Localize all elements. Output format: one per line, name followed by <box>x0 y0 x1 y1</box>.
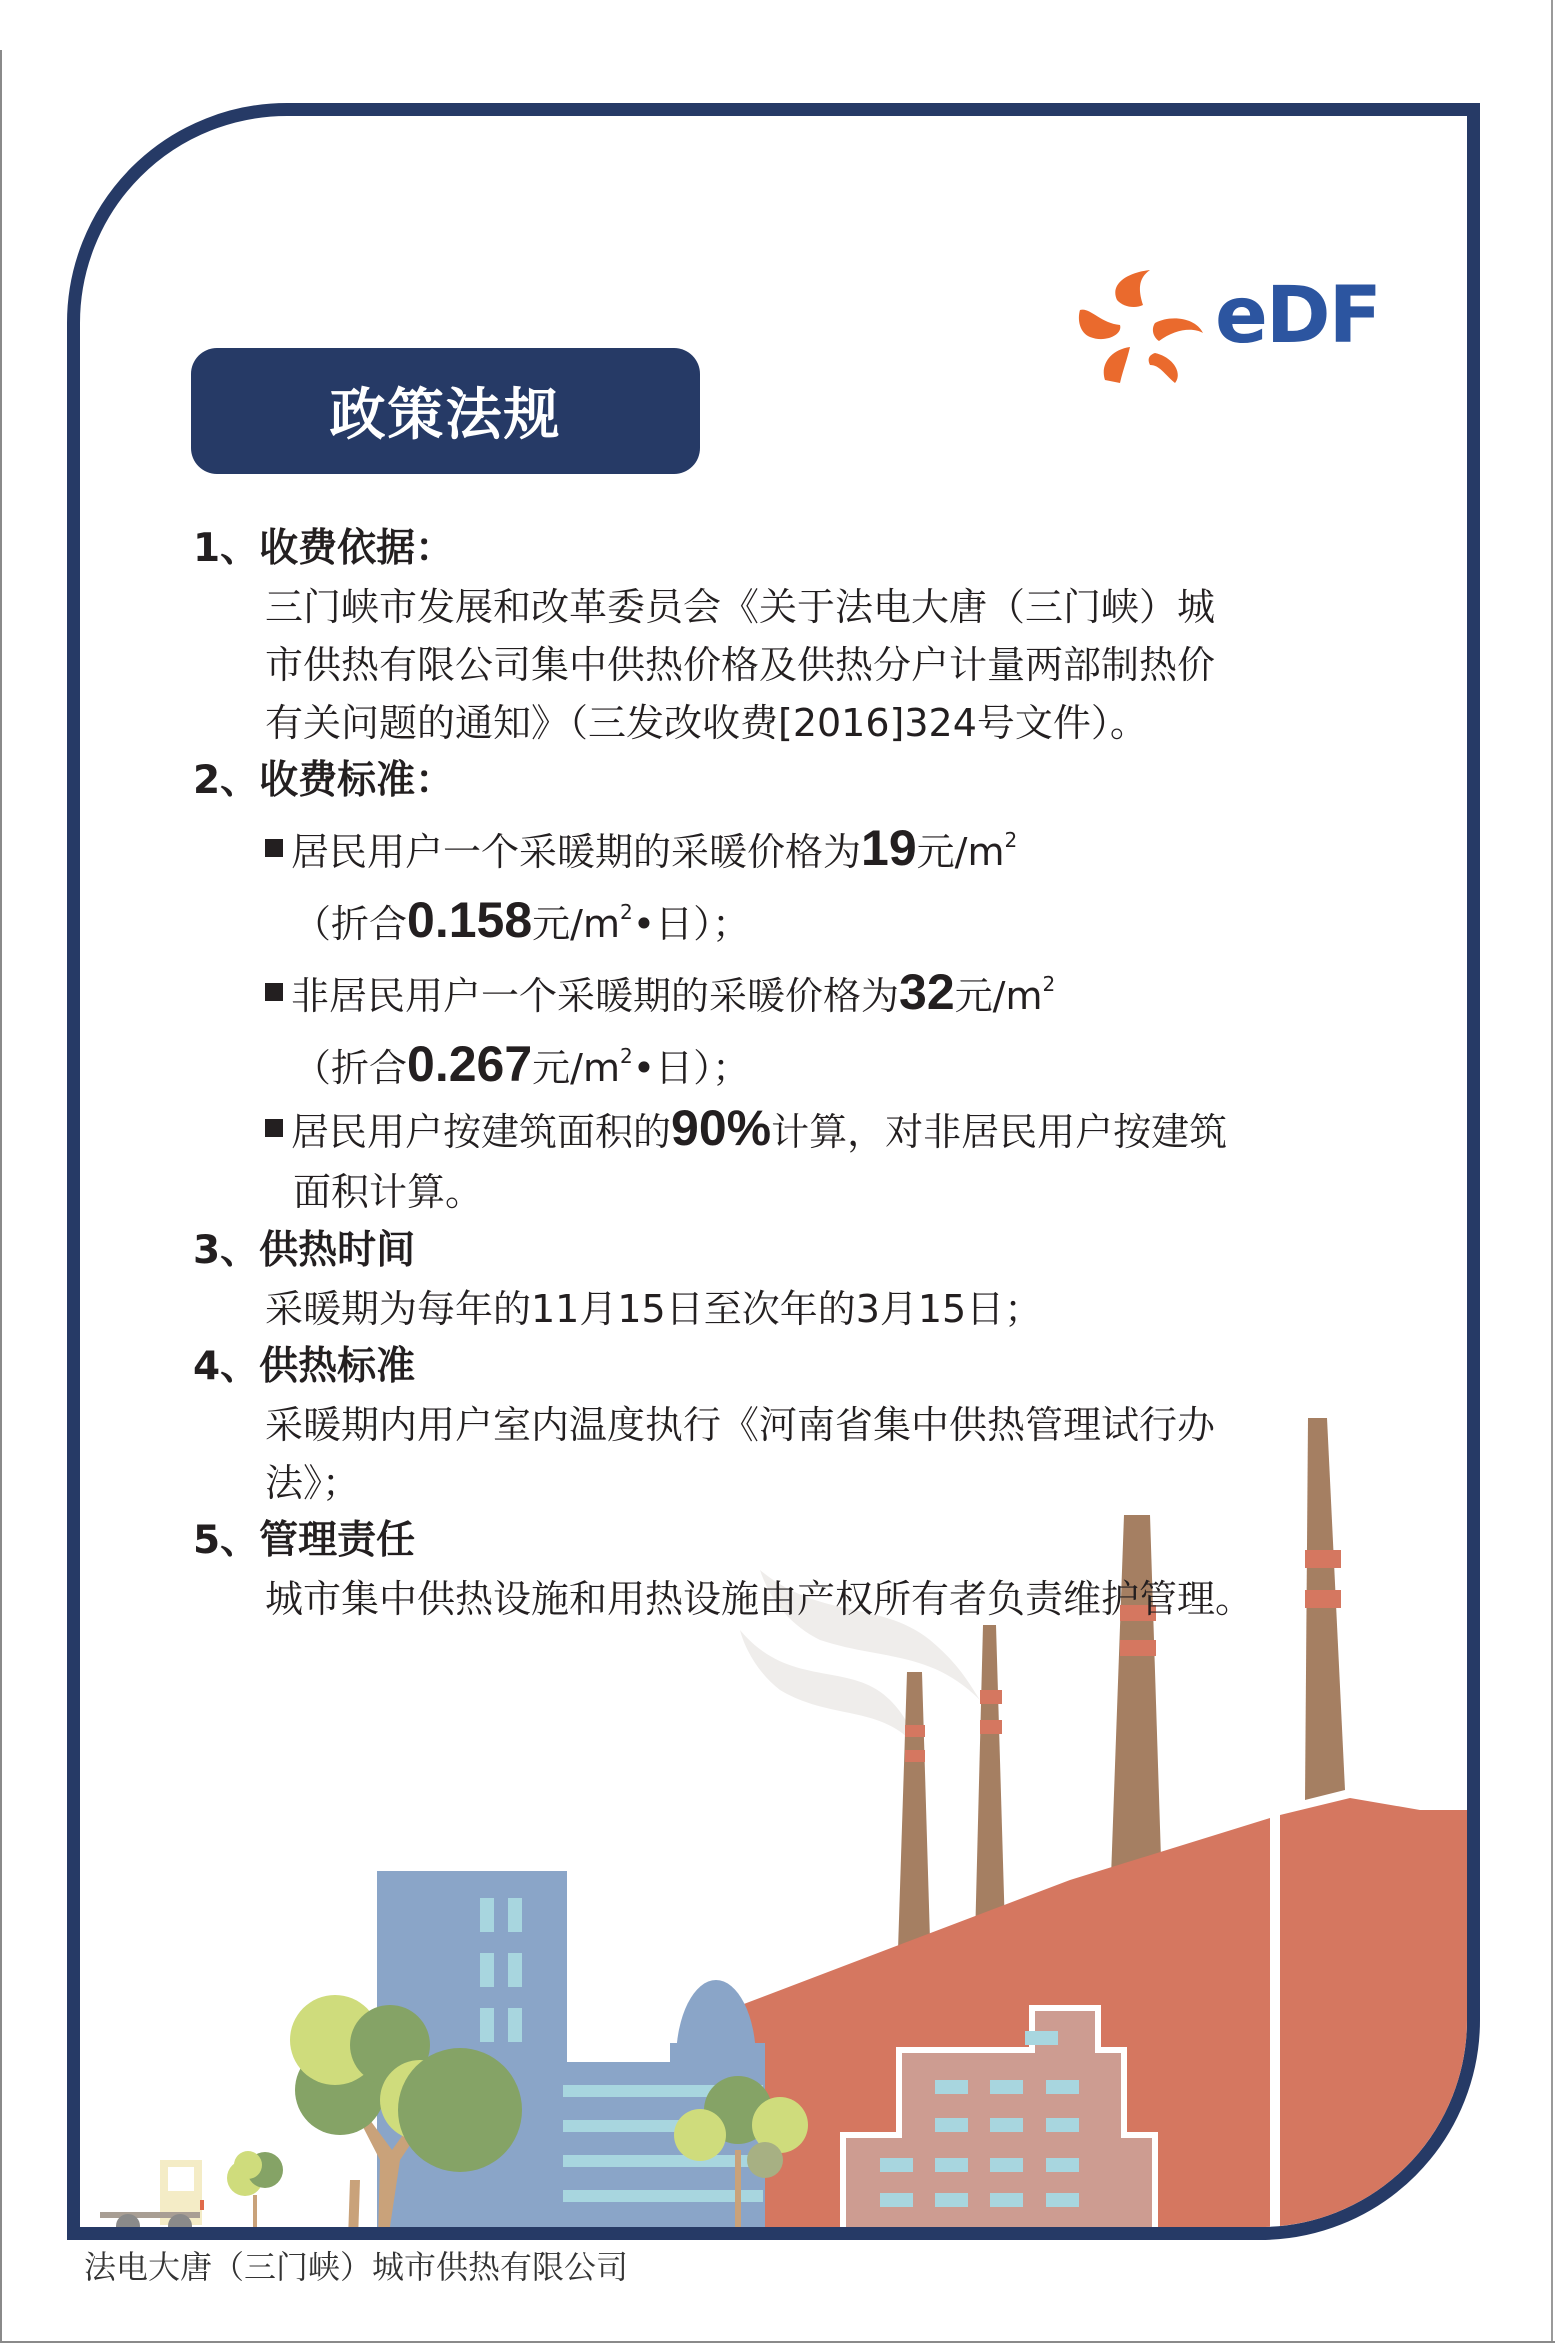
bullet-text: 居民用户按建筑面积的 <box>291 1110 672 1154</box>
bullet-item <box>193 954 1423 1026</box>
policy-content <box>193 520 1423 1628</box>
page-title: 政策法规 <box>329 383 562 448</box>
section-text: 法》； <box>265 1461 361 1505</box>
bullet-item <box>193 810 1423 882</box>
unit-text: 元/m <box>532 902 620 946</box>
bullet-text: （折合 <box>293 902 408 946</box>
edf-wordmark: eDF <box>1215 271 1380 361</box>
factory-building <box>1280 1798 1467 2227</box>
unit-text: 元/m <box>532 1046 620 1090</box>
unit-text: 元/m <box>916 830 1005 874</box>
bullet-square-icon <box>265 983 283 1001</box>
unit-sup: 2 <box>619 900 633 924</box>
section-text: 采暖期为每年的11月15日至次年的3月15日； <box>265 1287 1043 1331</box>
company-name: 法电大唐（三门峡）城市供热有限公司 <box>84 2248 629 2286</box>
bullet-text: •日）； <box>632 902 751 946</box>
daily-price-value: 0.267 <box>407 1036 533 1092</box>
chimney-icon <box>898 1672 930 1950</box>
truck-icon <box>100 2160 204 2227</box>
unit-sup: 2 <box>619 1044 633 1068</box>
daily-price-value: 0.158 <box>407 892 533 948</box>
tree-icon <box>227 2151 283 2227</box>
chimney-icon <box>975 1625 1005 1940</box>
bullet-text: •日）； <box>632 1046 751 1090</box>
page-edge <box>0 50 2 2343</box>
unit-sup: 2 <box>1004 828 1018 852</box>
price-value: 19 <box>861 820 917 876</box>
bullet-text: （折合 <box>293 1046 408 1090</box>
bullet-continuation <box>193 1026 1423 1098</box>
bullet-square-icon <box>265 839 283 857</box>
bullet-continuation: 面积计算。 <box>293 1170 484 1214</box>
section-text: 市供热有限公司集中供热价格及供热分户计量两部制热价 <box>265 643 1216 687</box>
edf-logo <box>1075 265 1380 385</box>
section-text: 三门峡市发展和改革委员会《关于法电大唐（三门峡）城 <box>265 585 1216 629</box>
bullet-text: 居民用户一个采暖期的采暖价格为 <box>291 830 862 874</box>
bullet-text: 计算，对非居民用户按建筑 <box>771 1110 1228 1154</box>
unit-text: 元/m <box>954 974 1043 1018</box>
bullet-continuation <box>193 882 1423 954</box>
title-banner <box>191 348 700 474</box>
section-heading: 3、供热时间 <box>193 1228 416 1273</box>
section-text: 有关问题的通知》（三发改收费[2016]324号文件）。 <box>265 701 1148 745</box>
edf-flower-icon <box>1075 265 1215 385</box>
bullet-square-icon <box>265 1119 283 1137</box>
section-heading: 5、管理责任 <box>193 1518 416 1563</box>
section-heading: 2、收费标准： <box>193 758 455 803</box>
unit-sup: 2 <box>1042 972 1056 996</box>
bullet-text: 非居民用户一个采暖期的采暖价格为 <box>291 974 900 1018</box>
percentage-value: 90% <box>671 1100 772 1156</box>
price-value: 32 <box>899 964 955 1020</box>
section-text: 采暖期内用户室内温度执行《河南省集中供热管理试行办 <box>265 1403 1216 1447</box>
section-heading: 1、收费依据： <box>193 526 455 571</box>
section-heading: 4、供热标准 <box>193 1344 416 1389</box>
section-text: 城市集中供热设施和用热设施由产权所有者负责维护管理。 <box>265 1577 1254 1621</box>
bullet-item <box>193 1098 1423 1162</box>
page-edge <box>1551 0 1553 2343</box>
